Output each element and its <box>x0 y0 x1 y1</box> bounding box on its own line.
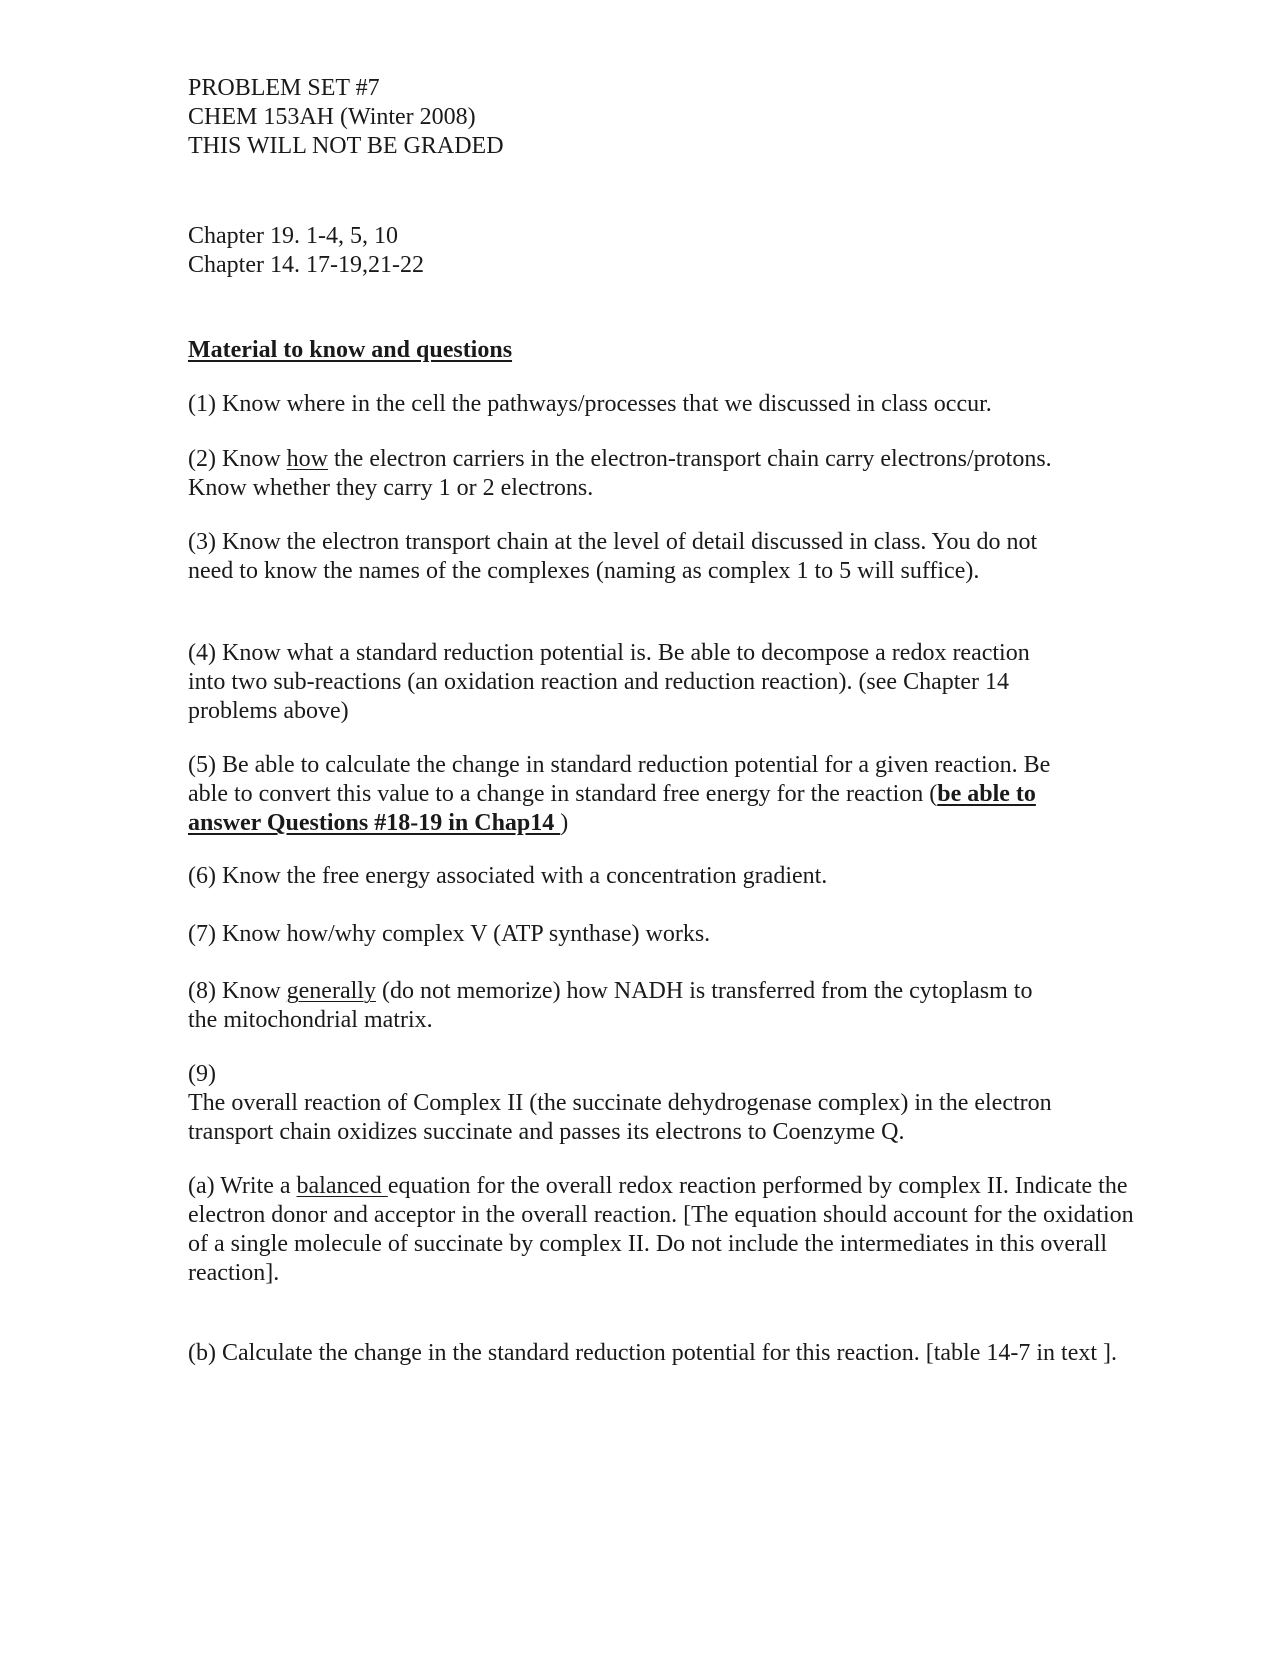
item-9-line-2: transport chain oxidizes succinate and passes its electrons to Coenzyme Q. <box>188 1119 905 1145</box>
item-9a-line-1 <box>188 1172 1134 1201</box>
item-9a-post: equation for the overall redox reaction performed by complex II. Indicate the <box>387 1173 1128 1199</box>
problem-set-title: PROBLEM SET #7 <box>188 75 380 101</box>
item-8-post: (do not memorize) how NADH is transferred from the cytoplasm to <box>375 978 1033 1004</box>
item-9a-pre: (a) Write a <box>188 1173 297 1199</box>
item-5-line-2-emphasis: be able to <box>937 781 1036 807</box>
item-5-line-2 <box>188 780 1050 809</box>
chapter-14-problems: Chapter 14. 17-19,21-22 <box>188 252 424 278</box>
item-9-number: (9) <box>188 1061 216 1087</box>
item-5 <box>188 751 1050 838</box>
item-4-line-2: into two sub-reactions (an oxidation reaction and reduction reaction). (see Chapter 14 <box>188 669 1010 695</box>
item-6 <box>188 862 827 891</box>
grading-notice: THIS WILL NOT BE GRADED <box>188 133 504 159</box>
item-8 <box>188 977 1032 1035</box>
course-line: CHEM 153AH (Winter 2008) <box>188 104 476 130</box>
item-4-line-1: (4) Know what a standard reduction potential is. Be able to decompose a redox reaction <box>188 640 1030 666</box>
item-9a-emphasis: balanced <box>296 1173 388 1199</box>
item-9 <box>188 1060 1052 1147</box>
item-7-line-1: (7) Know how/why complex V (ATP synthase) works. <box>188 921 711 947</box>
item-1 <box>188 390 992 419</box>
item-9b <box>188 1339 1117 1368</box>
chapter-assignments <box>188 222 424 280</box>
item-2-pre: (2) Know <box>188 446 287 472</box>
item-5-line-3-emphasis: answer Questions #18-19 in Chap14 <box>188 810 561 836</box>
item-9a-line-4: reaction]. <box>188 1260 280 1286</box>
item-4 <box>188 639 1030 726</box>
item-2-line-2: Know whether they carry 1 or 2 electrons. <box>188 475 594 501</box>
item-5-line-3 <box>188 809 1050 838</box>
item-6-line-1: (6) Know the free energy associated with a concentration gradient. <box>188 863 828 889</box>
section-heading-text: Material to know and questions <box>188 337 513 363</box>
item-2-line-1 <box>188 445 1052 474</box>
item-3-line-1: (3) Know the electron transport chain at the level of detail discussed in class. You do not <box>188 529 1038 555</box>
item-9-line-1: The overall reaction of Complex II (the succinate dehydrogenase complex) in the electron <box>188 1090 1052 1116</box>
item-9a-line-3: of a single molecule of succinate by complex II. Do not include the intermediates in this overall <box>188 1231 1108 1257</box>
item-3 <box>188 528 1037 586</box>
section-heading <box>188 336 512 365</box>
item-9b-line-1: (b) Calculate the change in the standard reduction potential for this reaction. [table 14-7 in text ]. <box>188 1340 1118 1366</box>
item-8-emphasis: generally <box>286 978 376 1004</box>
item-2-emphasis: how <box>286 446 328 472</box>
chapter-19-problems: Chapter 19. 1-4, 5, 10 <box>188 223 398 249</box>
document-header <box>188 74 504 161</box>
item-9a-line-2: electron donor and acceptor in the overall reaction. [The equation should account for the oxidation <box>188 1202 1134 1228</box>
item-5-line-3-post: ) <box>560 810 569 836</box>
item-5-line-1: (5) Be able to calculate the change in standard reduction potential for a given reaction. Be <box>188 752 1051 778</box>
item-5-line-2-pre: able to convert this value to a change in standard free energy for the reaction ( <box>188 781 938 807</box>
item-8-pre: (8) Know <box>188 978 287 1004</box>
item-7 <box>188 920 710 949</box>
item-9a <box>188 1172 1134 1288</box>
item-4-line-3: problems above) <box>188 698 349 724</box>
item-3-line-2: need to know the names of the complexes (naming as complex 1 to 5 will suffice). <box>188 558 980 584</box>
item-2 <box>188 445 1052 503</box>
item-8-line-2: the mitochondrial matrix. <box>188 1007 433 1033</box>
item-2-post: the electron carriers in the electron-transport chain carry electrons/protons. <box>328 446 1052 472</box>
item-1-line-1: (1) Know where in the cell the pathways/processes that we discussed in class occur. <box>188 391 992 417</box>
item-8-line-1 <box>188 977 1032 1006</box>
